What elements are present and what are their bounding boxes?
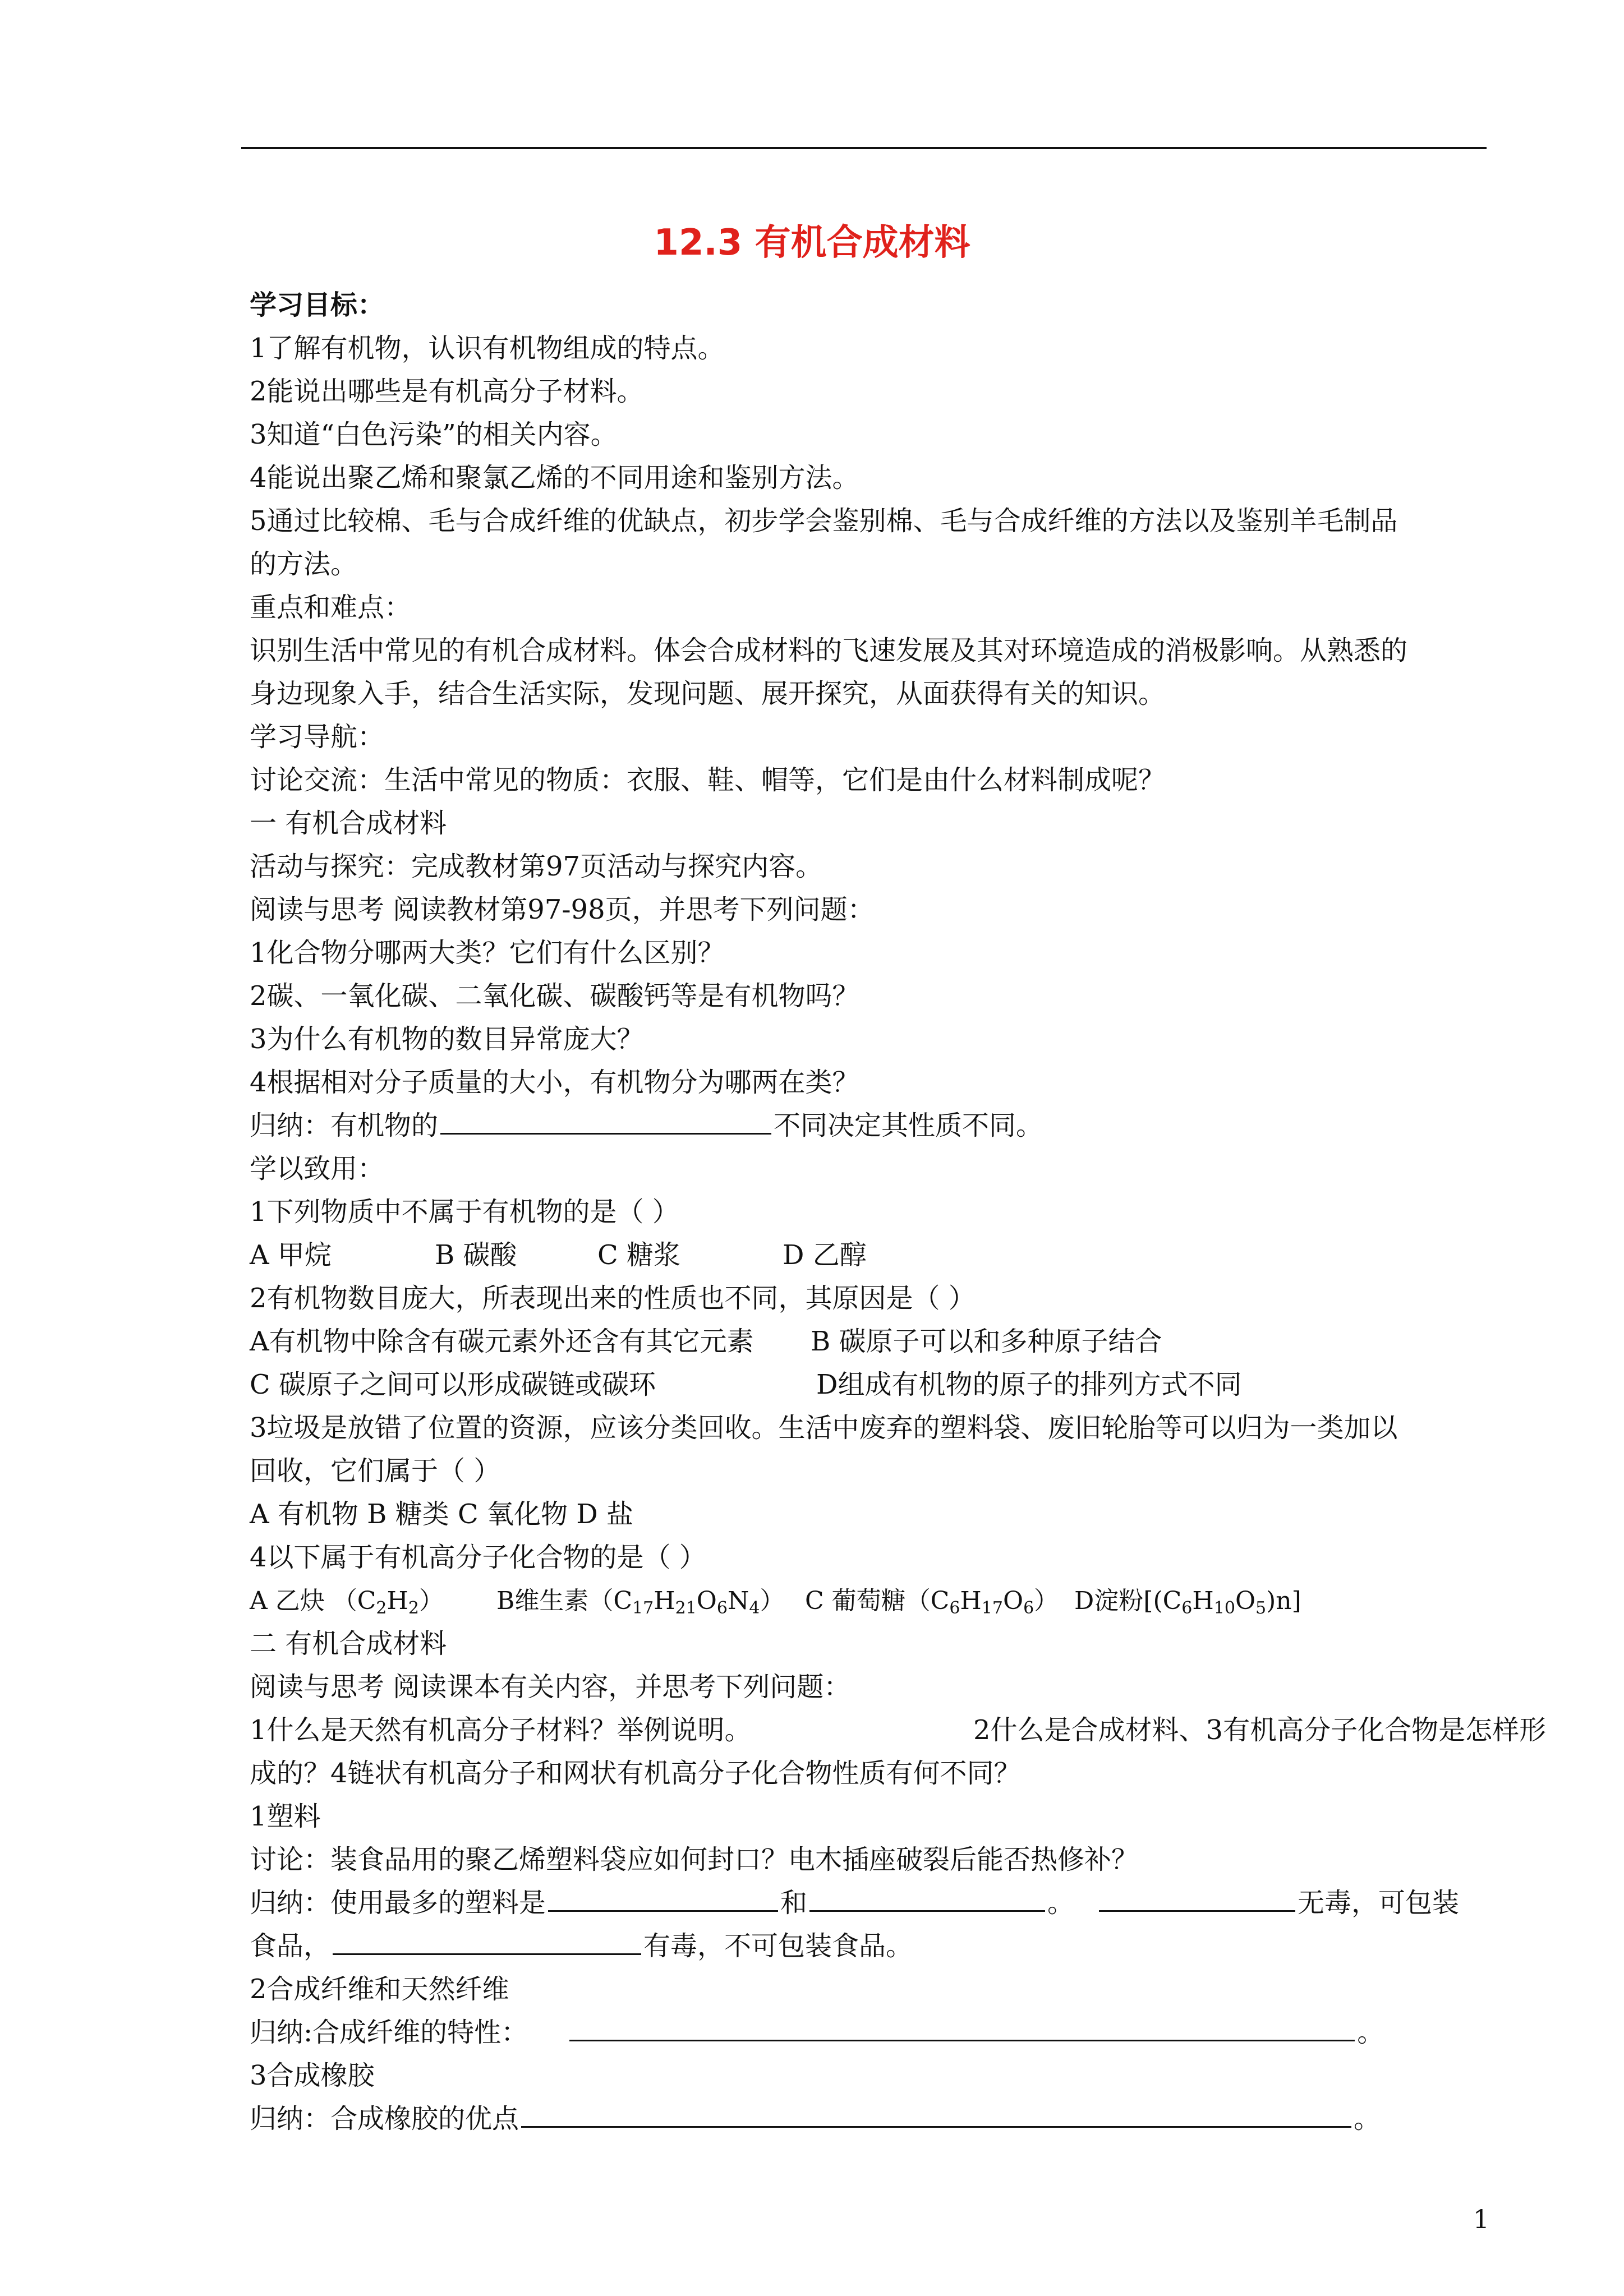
reading-1: 阅读与思考 阅读教材第97-98页，并思考下列问题： — [250, 894, 875, 925]
fill-blank[interactable] — [1099, 1883, 1295, 1912]
apply-heading: 学以致用： — [250, 1153, 385, 1184]
discussion: 讨论交流：生活中常见的物质：衣服、鞋、帽等，它们是由什么材料制成呢？ — [250, 764, 1166, 796]
option-c: C 糖浆 — [597, 1239, 680, 1271]
header-rule — [241, 147, 1487, 149]
goal-5-line-2: 的方法。 — [250, 548, 358, 580]
option-c: C 葡萄糖$(C_6H_{17}O_6)$ — [805, 1587, 1059, 1618]
page-title: 12.3 有机合成材料 — [654, 222, 970, 264]
key-heading: 重点和难点： — [250, 592, 412, 623]
summary-4: 归纳：合成橡胶的优点 。 — [250, 2097, 1495, 2141]
key-line-2: 身边现象入手，结合生活实际，发现问题、展开探究，从面获得有关的知识。 — [250, 678, 1166, 709]
activity: 活动与探究：完成教材第97页活动与探究内容。 — [250, 851, 823, 882]
exercise-1: 1下列物质中不属于有机物的是（ ） — [250, 1196, 679, 1228]
option-b: B维生素$(C_{17}H_{21}O_6N_4)$ — [496, 1587, 785, 1618]
exercise-3-options: A 有机物 B 糖类 C 氧化物 D 盐 — [250, 1499, 633, 1530]
option-a: A有机物中除含有碳元素外还含有其它元素 — [250, 1326, 754, 1357]
goal-4: 4能说出聚乙烯和聚氯乙烯的不同用途和鉴别方法。 — [250, 462, 859, 494]
goal-3: 3知道“白色污染”的相关内容。 — [250, 419, 618, 450]
goal-5-line-1: 5通过比较棉、毛与合成纤维的优缺点，初步学会鉴别棉、毛与合成纤维的方法以及鉴别羊毛制品 — [250, 505, 1398, 537]
fiber-heading: 2合成纤维和天然纤维 — [250, 1974, 509, 2005]
summary-3: 归纳:合成纤维的特性： 。 — [250, 2011, 1495, 2054]
question-2: 2碳、一氧化碳、二氧化碳、碳酸钙等是有机物吗？ — [250, 980, 859, 1012]
reading-2-questions-line-2: 成的？4链状有机高分子和网状有机高分子化合物性质有何不同？ — [250, 1758, 1021, 1789]
exercise-2-options-cd — [250, 1363, 1495, 1407]
option-b: B 碳酸 — [435, 1239, 517, 1271]
question-1: 1化合物分哪两大类？它们有什么区别？ — [250, 937, 725, 969]
fill-blank[interactable] — [548, 1883, 778, 1912]
exercise-3-line-1: 3垃圾是放错了位置的资源，应该分类回收。生活中废弃的塑料袋、废旧轮胎等可以归为一类加以 — [250, 1412, 1398, 1444]
option-d: D组成有机物的原子的排列方式不同 — [816, 1369, 1242, 1400]
summary-1-suffix: 不同决定其性质不同。 — [774, 1110, 1043, 1141]
nav-heading: 学习导航： — [250, 721, 385, 753]
goal-1: 1了解有机物，认识有机物组成的特点。 — [250, 333, 725, 364]
fill-blank[interactable] — [333, 1926, 641, 1955]
summary-1 — [250, 1104, 1495, 1147]
fill-blank[interactable] — [809, 1883, 1045, 1912]
option-b: B 碳原子可以和多种原子结合 — [811, 1326, 1162, 1357]
reading-2-questions-line-1: 1什么是天然有机高分子材料？举例说明。 2什么是合成材料、3有机高分子化合物是怎样形 — [250, 1714, 1547, 1746]
question-4: 4根据相对分子质量的大小，有机物分为哪两在类？ — [250, 1067, 859, 1098]
discussion-2: 讨论：装食品用的聚乙烯塑料袋应如何封口？电木插座破裂后能否热修补？ — [250, 1844, 1139, 1875]
section-1-heading: 一 有机合成材料 — [250, 808, 447, 839]
key-line-1: 识别生活中常见的有机合成材料。体会合成材料的飞速发展及其对环境造成的消极影响。从熟悉的 — [250, 635, 1408, 666]
summary-2-cont: 食品， 有毒，不可包装食品。 — [250, 1925, 1495, 1968]
page-number: 1 — [1473, 2204, 1489, 2234]
summary-2: 归纳：使用最多的塑料是 和 。 无毒，可包装 — [250, 1882, 1495, 1925]
option-a: A 乙炔 $(C_2H_2)$ — [250, 1587, 444, 1618]
exercise-2: 2有机物数目庞大，所表现出来的性质也不同，其原因是（ ） — [250, 1283, 976, 1314]
rubber-heading: 3合成橡胶 — [250, 2060, 375, 2091]
exercise-1-options — [250, 1234, 1495, 1277]
document-body — [250, 284, 1547, 2141]
reading-2: 阅读与思考 阅读课本有关内容，并思考下列问题： — [250, 1671, 851, 1703]
goals-heading: 学习目标： — [250, 289, 385, 321]
plastic-heading: 1塑料 — [250, 1801, 321, 1832]
exercise-4: 4以下属于有机高分子化合物的是（ ） — [250, 1542, 706, 1573]
option-a: A 甲烷 — [250, 1239, 332, 1271]
option-c: C 碳原子之间可以形成碳链或碳环 — [250, 1369, 656, 1400]
option-d: D淀粉$[(C_6H_{10}O_5)n]$ — [1074, 1587, 1301, 1618]
section-2-heading: 二 有机合成材料 — [250, 1628, 447, 1659]
fill-blank[interactable] — [440, 1106, 771, 1135]
option-d: D 乙醇 — [783, 1239, 867, 1271]
question-3: 3为什么有机物的数目异常庞大？ — [250, 1023, 644, 1055]
exercise-3-line-2: 回收，它们属于（ ） — [250, 1455, 501, 1487]
fill-blank[interactable] — [521, 2099, 1351, 2128]
summary-1-prefix: 归纳：有机物的 — [250, 1110, 439, 1141]
fill-blank[interactable] — [569, 2013, 1355, 2041]
goal-2: 2能说出哪些是有机高分子材料。 — [250, 376, 644, 407]
exercise-4-options — [250, 1579, 1495, 1622]
exercise-2-options-ab — [250, 1320, 1495, 1363]
